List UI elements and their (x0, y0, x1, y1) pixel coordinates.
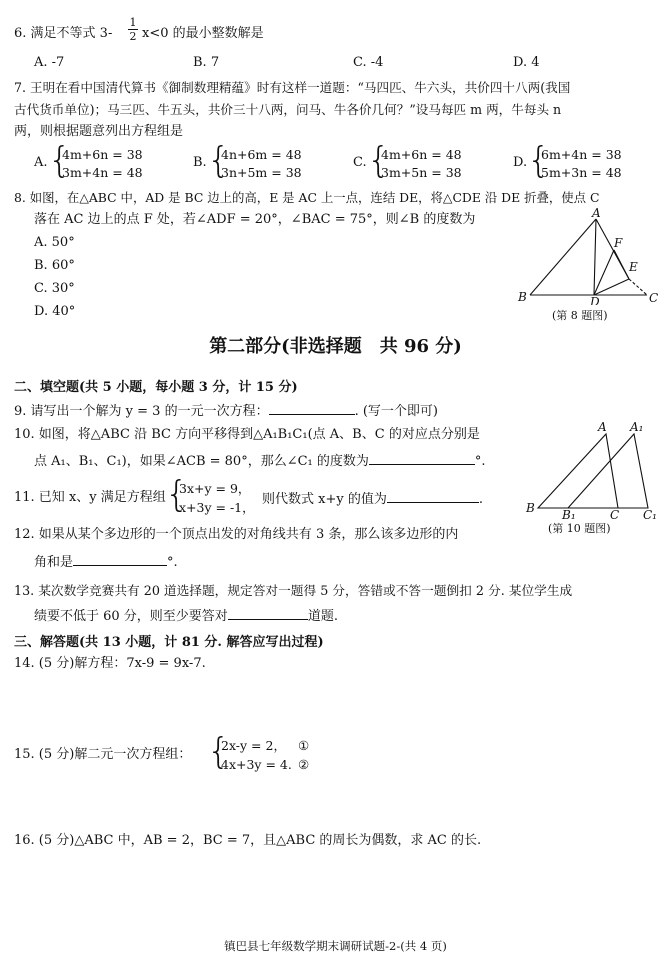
q11-before: 11. 已知 x、y 满足方程组 (14, 490, 166, 505)
q15-before: 15. (5 分)解二元一次方程组： (14, 747, 192, 762)
section3-heading: 三、解答题(共 13 小题，计 81 分. 解答应写出过程) (14, 635, 324, 650)
q15-brace: { (207, 731, 230, 772)
q7-option-d-label: D. (513, 155, 528, 170)
q12-line-1: 12. 如果从某个多边形的一个顶点出发的对角线共有 3 条，那么该多边形的内 (14, 527, 459, 542)
q7-option-c-eq2: 3m+5n = 38 (381, 165, 462, 180)
q8-label-d: D (590, 295, 600, 305)
q8-dashed-ec (629, 279, 647, 295)
q8-option-b: B. 60° (34, 258, 75, 273)
q11-eq2: x+3y = -1， (179, 500, 255, 515)
q6-frac-num: 1 (129, 16, 137, 29)
q8-label-b: B (518, 290, 527, 304)
q10-label-c: C (610, 508, 620, 520)
q13-answer-blank[interactable] (228, 607, 308, 620)
q10-line2-before: 点 A₁、B₁、C₁)，如果∠ACB = 80°，那么∠C₁ 的度数为 (34, 454, 369, 469)
q10-label-a: A (598, 420, 607, 434)
q11-after-line (262, 490, 483, 508)
q8-label-c: C (649, 291, 659, 305)
q8-line-1: 8. 如图，在△ABC 中，AD 是 BC 边上的高，E 是 AC 上一点，连结 DE，将△CDE 沿 DE 折叠，使点 C (14, 190, 600, 205)
q8-line-2: 落在 AC 边上的点 F 处，若∠ADF = 20°，∠BAC = 75°，则∠B 的度数为 (34, 212, 476, 227)
q7-option-a-brace: { (48, 140, 71, 181)
q9-line (14, 402, 438, 420)
q6-option-c: C. -4 (353, 55, 384, 70)
q9-after: . (写一个即可) (354, 404, 438, 419)
q13-line2-before: 绩要不低于 60 分，则至少要答对 (34, 609, 228, 624)
q8-label-e: E (629, 260, 638, 274)
q12-line-2 (34, 553, 178, 571)
q10-label-b1: B₁ (562, 508, 576, 520)
q11-answer-blank[interactable] (387, 490, 479, 503)
q10-line2-after: °. (474, 454, 486, 469)
q13-line-2 (34, 607, 338, 625)
q6-option-b: B. 7 (193, 55, 220, 70)
q10-label-b: B (526, 501, 535, 515)
q8-label-a: A (592, 206, 601, 220)
q12-line2-after: °. (167, 555, 178, 570)
q8-option-c: C. 30° (34, 281, 75, 296)
q7-option-a-eq2: 3m+4n = 48 (62, 165, 143, 180)
q6-stem-after: x<0 的最小整数解是 (142, 26, 264, 41)
q11-end: . (478, 492, 483, 507)
section2-heading: 二、填空题(共 5 小题，每小题 3 分，计 15 分) (14, 380, 298, 395)
q15-eq2-mark: ② (298, 757, 310, 772)
q10-caption: (第 10 题图) (548, 522, 611, 535)
q11-brace: { (165, 474, 188, 515)
q8-height-ad (594, 219, 596, 295)
q7-option-c-brace: { (367, 140, 390, 181)
part2-heading: 第二部分(非选择题 共 96 分) (209, 336, 462, 357)
q11-after: 则代数式 x+y 的值为 (262, 492, 387, 507)
q8-label-f: F (614, 236, 623, 250)
q6-fraction (128, 17, 138, 42)
q13-line2-after: 道题. (307, 609, 338, 624)
q6-frac-den: 2 (129, 30, 137, 43)
q7-option-d-eq2: 5m+3n = 48 (541, 165, 622, 180)
q7-option-c-label: C. (353, 155, 367, 170)
q15-eq1: 2x-y = 2， (221, 738, 286, 753)
q9-before: 9. 请写出一个解为 y = 3 的一元一次方程： (14, 404, 269, 419)
q15-eq2: 4x+3y = 4. (221, 757, 292, 772)
q11-eq1: 3x+y = 9， (179, 481, 251, 496)
q8-segment-fe (614, 250, 629, 279)
q7-option-b-eq1: 4n+6m = 48 (221, 147, 302, 162)
q10-line-2 (34, 452, 486, 470)
q10-answer-blank[interactable] (369, 452, 475, 465)
q7-option-d-eq1: 6m+4n = 38 (541, 147, 622, 162)
q15-eq1-mark: ① (298, 738, 310, 753)
q12-line2-before: 角和是 (34, 555, 74, 570)
q7-option-d-brace: { (527, 140, 550, 181)
q7-option-a-eq1: 4m+6n = 38 (62, 147, 143, 162)
q7-line-1: 7. 王明在看中国清代算书《御制数理精蕴》时有这样一道题：“马四匹、牛六头，共价四十八两(我国 (14, 80, 571, 95)
q6-stem-before: 6. 满足不等式 3- (14, 26, 113, 41)
q8-caption: (第 8 题图) (552, 309, 608, 322)
q8-figure (512, 205, 662, 305)
q10-figure (522, 420, 662, 520)
q7-option-c-eq1: 4m+6n = 48 (381, 147, 462, 162)
q7-option-b-label: B. (193, 155, 207, 170)
q8-segment-df (594, 250, 614, 295)
q6-option-a: A. -7 (34, 55, 65, 70)
q16-text: 16. (5 分)△ABC 中，AB = 2，BC = 7，且△ABC 的周长为偶数，求 AC 的长. (14, 833, 482, 848)
q8-option-d: D. 40° (34, 304, 76, 319)
q7-option-a-label: A. (34, 155, 48, 170)
q10-label-c1: C₁ (643, 508, 657, 520)
q9-answer-blank[interactable] (269, 402, 355, 415)
q8-edge-ab (530, 219, 596, 295)
q10-line-1: 10. 如图，将△ABC 沿 BC 方向平移得到△A₁B₁C₁(点 A、B、C 的对应点分别是 (14, 427, 480, 442)
q7-line-3: 两，则根据题意列出方程组是 (14, 124, 184, 139)
q14-text: 14. (5 分)解方程：7x-9 = 9x-7. (14, 656, 206, 671)
q8-option-a: A. 50° (34, 235, 75, 250)
q10-label-a1: A₁ (630, 420, 644, 434)
q12-answer-blank[interactable] (73, 553, 167, 566)
q7-line-2: 古代货币单位)；马三匹、牛五头，共价三十八两，问马、牛各价几何？”设马每匹 m 两，牛每头 n (14, 102, 562, 117)
q6-option-d: D. 4 (513, 55, 540, 70)
page-footer: 镇巴县七年级数学期末调研试题-2-(共 4 页) (224, 939, 447, 953)
q8-segment-de (594, 279, 629, 295)
q13-line-1: 13. 某次数学竞赛共有 20 道选择题，规定答对一题得 5 分，答错或不答一题倒扣 2 分. 某位学生成 (14, 583, 573, 598)
q7-option-b-brace: { (207, 140, 230, 181)
q7-option-b-eq2: 3n+5m = 38 (221, 165, 302, 180)
